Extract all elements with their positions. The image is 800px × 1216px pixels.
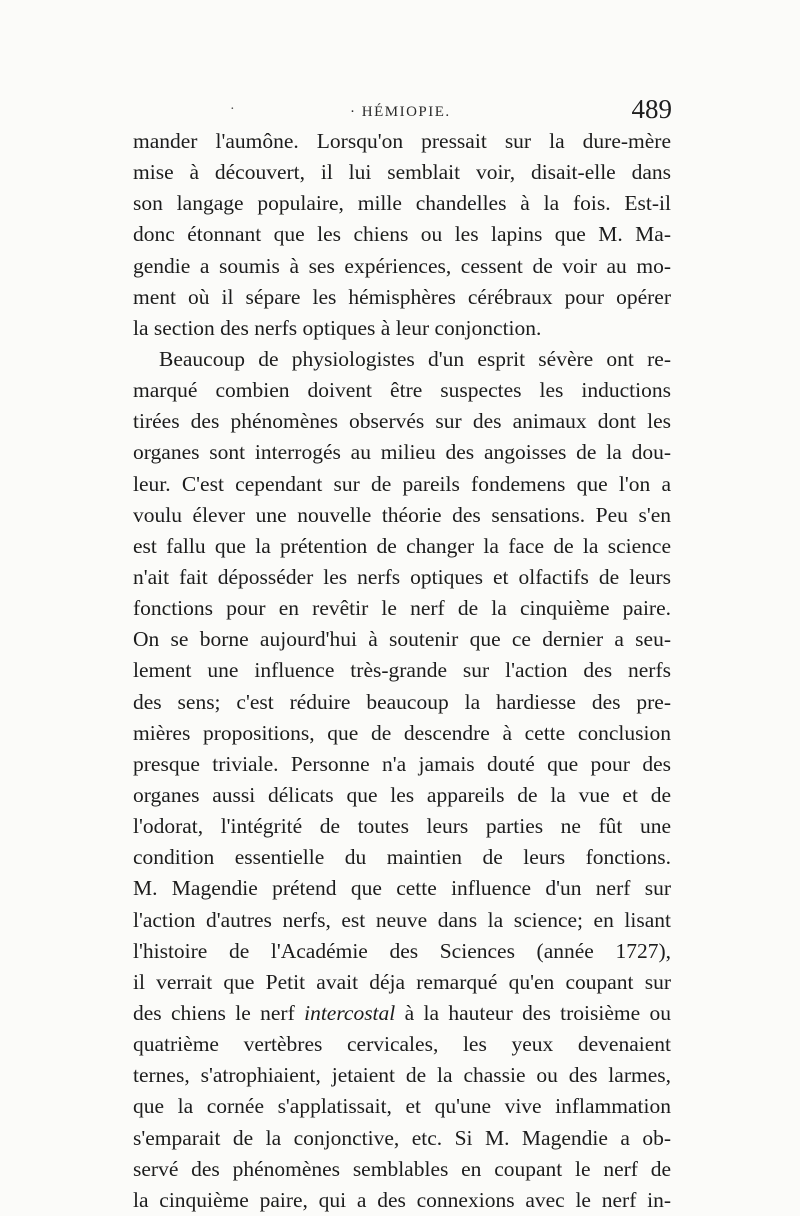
text-line: voulu élever une nouvelle théorie des sensations. Peu s'en	[133, 502, 671, 527]
text-line: tirées des phénomènes observés sur des animaux dont les	[133, 409, 671, 434]
header-mark: ·	[230, 102, 235, 117]
text-line: l'action d'autres nerfs, est neuve dans la science; en lisant	[133, 907, 671, 932]
text-segment: à la hauteur des troisième ou	[404, 1000, 671, 1025]
text-line: quatrième vertèbres cervicales, les yeux devenaient	[133, 1032, 671, 1057]
italic-term: intercostal	[304, 1000, 396, 1025]
text-segment: des chiens le nerf	[133, 1000, 295, 1025]
page-header	[132, 96, 672, 126]
text-line: leur. C'est cependant sur de pareils fondemens que l'on a	[133, 471, 671, 496]
text-line: fonctions pour en revêtir le nerf de la cinquième paire.	[133, 596, 671, 621]
text-line: organes aussi délicats que les appareils de la vue et de	[133, 782, 671, 807]
text-line: mières propositions, que de descendre à cette conclusion	[133, 720, 671, 745]
text-line: ternes, s'atrophiaient, jetaient de la chassie ou des larmes,	[133, 1063, 671, 1088]
text-line: n'ait fait déposséder les nerfs optiques et olfactifs de leurs	[133, 564, 671, 589]
text-line: donc étonnant que les chiens ou les lapins que M. Ma-	[133, 222, 671, 247]
text-line: son langage populaire, mille chandelles à la fois. Est-il	[133, 191, 671, 216]
text-line: est fallu que la prétention de changer la face de la science	[133, 533, 671, 558]
text-line: que la cornée s'applatissait, et qu'une vive inflammation	[133, 1094, 671, 1119]
text-line: mise à découvert, il lui semblait voir, disait-elle dans	[133, 160, 671, 185]
text-line: il verrait que Petit avait déja remarqué qu'en coupant sur	[133, 969, 671, 994]
text-line: lement une influence très-grande sur l'action des nerfs	[133, 658, 671, 683]
text-line: On se borne aujourd'hui à soutenir que ce dernier a seu-	[133, 627, 671, 652]
running-title: · HÉMIOPIE.	[350, 104, 451, 120]
text-line: servé des phénomènes semblables en coupant le nerf de	[133, 1156, 671, 1181]
page-number: 489	[631, 94, 672, 124]
text-line: organes sont interrogés au milieu des angoisses de la dou-	[133, 440, 671, 465]
text-line: gendie a soumis à ses expériences, cessent de voir au mo-	[133, 253, 671, 278]
text-line: ment où il sépare les hémisphères cérébraux pour opérer	[133, 284, 671, 309]
text-line: l'odorat, l'intégrité de toutes leurs parties ne fût une	[133, 814, 671, 839]
paragraph-first-line: Beaucoup de physiologistes d'un esprit sévère ont re-	[159, 346, 671, 371]
text-line: mander l'aumône. Lorsqu'on pressait sur la dure-mère	[133, 129, 671, 153]
text-line-with-italic	[133, 998, 671, 1029]
text-line: M. Magendie prétend que cette influence d'un nerf sur	[133, 876, 671, 901]
text-line: marqué combien doivent être suspectes les inductions	[133, 378, 671, 403]
text-line: la cinquième paire, qui a des connexions avec le nerf in-	[133, 1187, 671, 1212]
text-line: l'histoire de l'Académie des Sciences (année 1727),	[133, 938, 671, 963]
text-line: s'emparait de la conjonctive, etc. Si M. Magendie a ob-	[133, 1125, 671, 1150]
body-text	[133, 126, 671, 1216]
text-line: presque triviale. Personne n'a jamais douté que pour des	[133, 751, 671, 776]
text-line: condition essentielle du maintien de leurs fonctions.	[133, 845, 671, 870]
text-line: la section des nerfs optiques à leur conjonction.	[133, 315, 542, 340]
text-line: des sens; c'est réduire beaucoup la hardiesse des pre-	[133, 689, 671, 714]
